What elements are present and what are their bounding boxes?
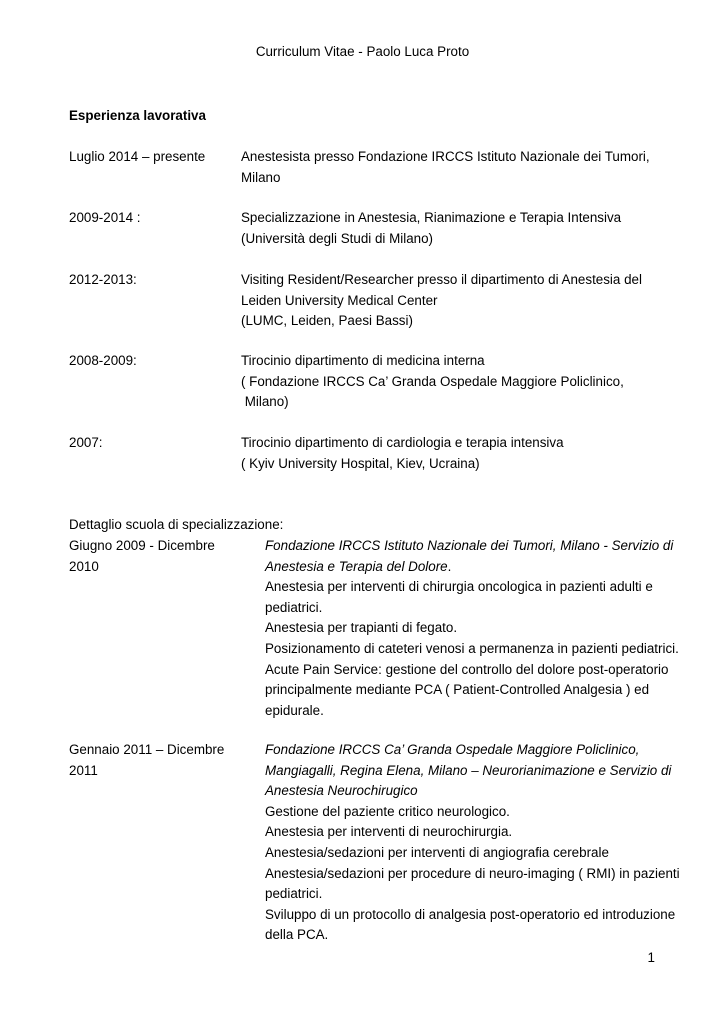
specialization-institution: Anestesia e Terapia del Dolore (265, 558, 448, 574)
specialization-line: Anestesia per interventi di chirurgia oncologica in pazienti adulti e (265, 579, 653, 595)
experience-line: (Università degli Studi di Milano) (241, 230, 434, 246)
experience-line: Milano (241, 169, 281, 185)
experience-line: ( Fondazione IRCCS Ca’ Granda Ospedale Maggiore Policlinico, (241, 373, 624, 389)
experience-description (241, 351, 711, 413)
specialization-line: Anestesia/sedazioni per interventi di angiografia cerebrale (265, 844, 609, 860)
page-number: 1 (647, 950, 655, 965)
experience-date: 2009-2014 : (69, 210, 141, 225)
experience-line: Tirocinio dipartimento di medicina interna (241, 353, 485, 368)
experience-line: Anestesista presso Fondazione IRCCS Istituto Nazionale dei Tumori, (241, 149, 650, 164)
experience-line: ( Kyiv University Hospital, Kiev, Ucraina) (241, 455, 480, 471)
experience-line: (LUMC, Leiden, Paesi Bassi) (241, 313, 413, 329)
experience-description (241, 270, 711, 332)
specialization-line: Sviluppo di un protocollo di analgesia post-operatorio ed introduzione (265, 906, 676, 922)
specialization-institution: Fondazione IRCCS Istituto Nazionale dei Tumori, Milano - Servizio di (265, 538, 674, 553)
specialization-institution: Fondazione IRCCS Ca’ Granda Ospedale Maggiore Policlinico, (265, 742, 640, 757)
experience-description (241, 147, 711, 188)
specialization-institution: Mangiagalli, Regina Elena, Milano – Neurorianimazione e Servizio di (265, 762, 672, 778)
experience-date: 2012-2013: (69, 272, 137, 287)
experience-line: Milano) (241, 394, 289, 410)
experience-date: 2007: (69, 435, 103, 450)
experience-line: Tirocinio dipartimento di cardiologia e terapia intensiva (241, 435, 564, 450)
specialization-date-line: 2011 (69, 762, 98, 778)
specialization-date-line: Giugno 2009 - Dicembre (69, 538, 215, 553)
specialization-line: della PCA. (265, 927, 329, 943)
specialization-line: Anestesia/sedazioni per procedure di neuro-imaging ( RMI) in pazienti (265, 865, 680, 881)
experience-line: Leiden University Medical Center (241, 292, 438, 308)
specialization-institution: Anestesia Neurochirugico (265, 783, 418, 799)
experience-line: Visiting Resident/Researcher presso il dipartimento di Anestesia del (241, 272, 642, 287)
specialization-intro: Dettaglio scuola di specializzazione: (69, 517, 284, 532)
experience-date: 2008-2009: (69, 353, 137, 368)
experience-description (241, 208, 711, 249)
specialization-date (69, 740, 259, 781)
specialization-line: Acute Pain Service: gestione del controllo del dolore post-operatorio (265, 661, 669, 677)
specialization-institution-suffix: . (447, 558, 452, 574)
specialization-line: Anestesia per trapianti di fegato. (265, 620, 458, 636)
page-title: Curriculum Vitae - Paolo Luca Proto (255, 44, 470, 59)
specialization-line: pediatrici. (265, 886, 323, 902)
specialization-description (265, 740, 710, 946)
experience-line: Specializzazione in Anestesia, Rianimazione e Terapia Intensiva (241, 210, 622, 225)
experience-description (241, 433, 711, 474)
section-heading-experience: Esperienza lavorativa (69, 108, 206, 123)
specialization-line: Anestesia per interventi di neurochirurgia. (265, 824, 513, 840)
specialization-institution-line (265, 557, 710, 578)
specialization-date (69, 536, 259, 577)
specialization-line: Gestione del paziente critico neurologico. (265, 803, 510, 819)
experience-date: Luglio 2014 – presente (69, 149, 206, 164)
specialization-line: pediatrici. (265, 599, 323, 615)
specialization-line: Posizionamento di cateteri venosi a permanenza in pazienti pediatrici. (265, 640, 679, 656)
specialization-date-line: 2010 (69, 558, 99, 574)
specialization-description (265, 536, 710, 721)
specialization-date-line: Gennaio 2011 – Dicembre (69, 742, 225, 757)
specialization-line: principalmente mediante PCA ( Patient-Controlled Analgesia ) ed (265, 682, 650, 698)
specialization-line: epidurale. (265, 702, 324, 718)
